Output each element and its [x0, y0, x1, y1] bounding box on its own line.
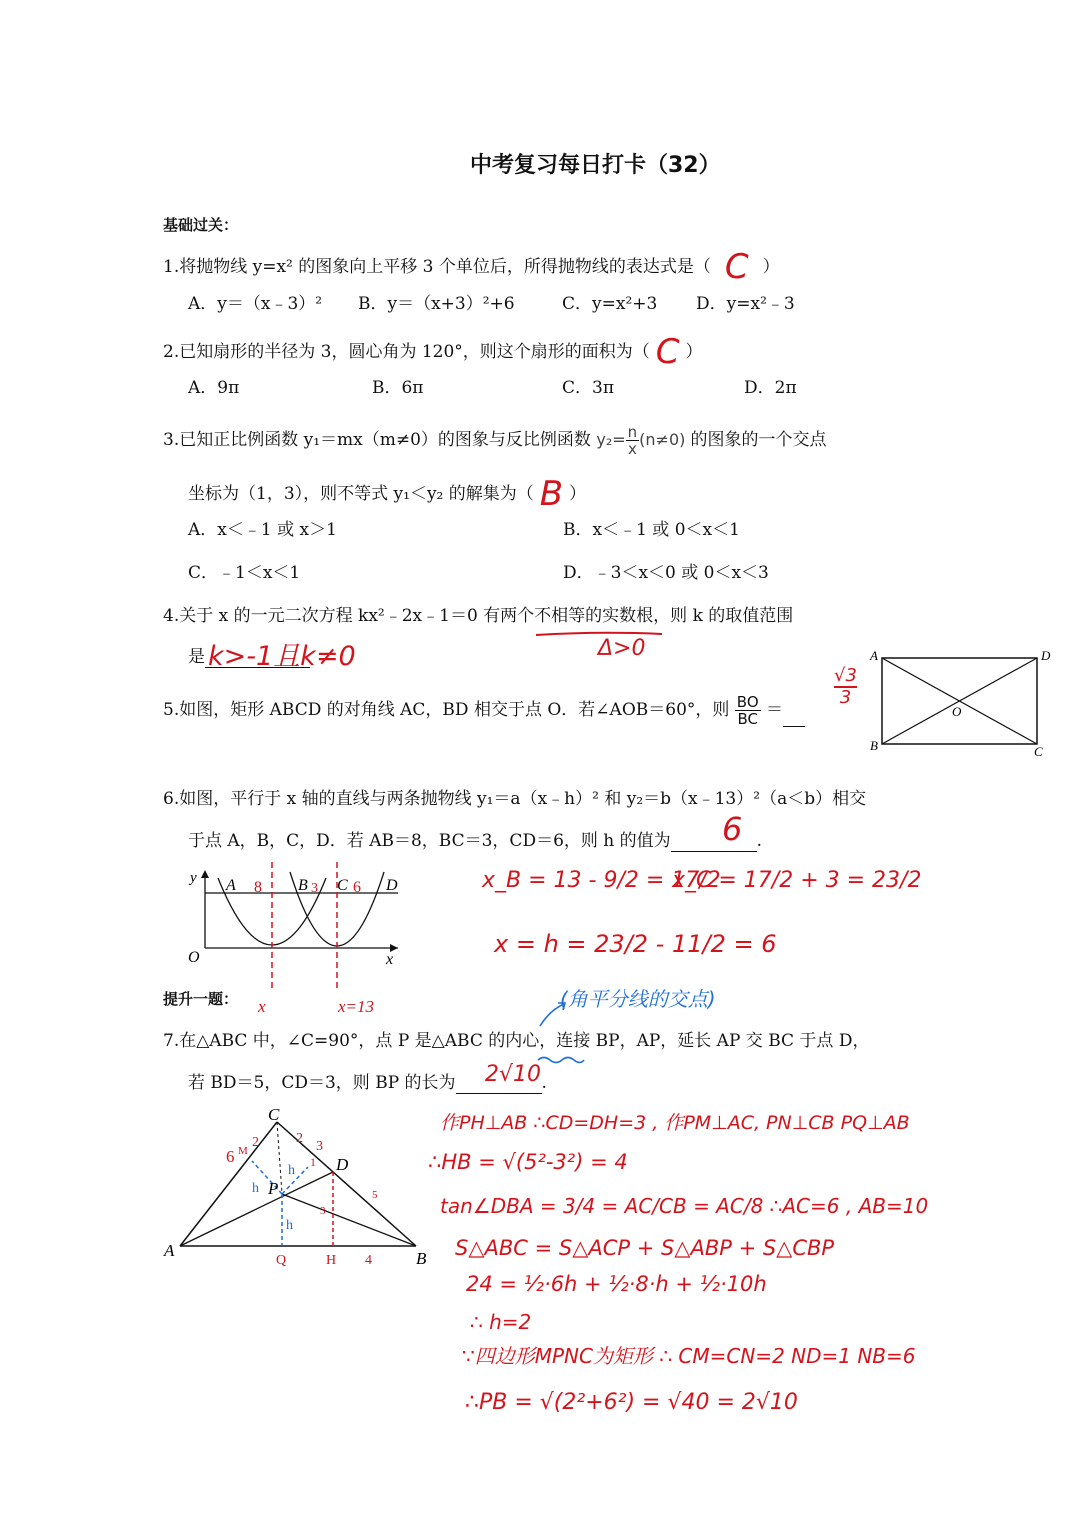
q2-option-b: B．6π [372, 378, 424, 398]
q7-mark-2b: 2 [296, 1131, 303, 1146]
q6-mark-cd: 6 [353, 879, 361, 896]
q6-stem: 6.如图，平行于 x 轴的直线与两条抛物线 y₁＝a（x﹣h）² 和 y₂＝b（x﹣13）²（a＜b）相交 [163, 789, 867, 809]
q5-rectangle-figure [862, 646, 1062, 762]
q6-label-o: O [188, 949, 200, 966]
q3-option-b: B．x＜﹣1 或 0＜x＜1 [563, 520, 740, 540]
q6-label-d: D [386, 877, 398, 894]
q6-mark-x: x [258, 997, 266, 1016]
q7-answer: 2√10 [485, 1062, 542, 1087]
q6-label-c: C [337, 877, 348, 894]
q5-label-a: A [870, 648, 878, 663]
q4-answer: k>-1且k≠0 [208, 641, 356, 672]
q7-note: (角平分线的交点) [560, 987, 716, 1011]
q6-stem-b: 于点 A，B，C，D．若 AB＝8，BC＝3，CD＝6，则 h 的值为 . [188, 831, 763, 851]
q7-label-d: D [336, 1155, 349, 1174]
q5-label-b: B [870, 738, 878, 753]
q4-stem: 4.关于 x 的一元二次方程 kx²﹣2x﹣1＝0 有两个不相等的实数根，则 k 的取值范围 [163, 606, 794, 626]
q7-mark-5: 5 [372, 1189, 378, 1201]
q2-option-c: C．3π [562, 378, 614, 398]
q5-fraction: $\frac{BO}{BC}$ [736, 693, 759, 728]
q6-label-b: B [298, 877, 308, 894]
q2-option-d: D．2π [744, 378, 797, 398]
q6-work-line-1: x_B = 13 - 9/2 = 17/2 [482, 868, 721, 893]
q7-work-line-6: ∴ h=2 [470, 1310, 532, 1334]
q6-label-a: A [226, 877, 236, 894]
section-basic: 基础过关： [163, 216, 239, 234]
q7-work-line-1: 作PH⊥AB ∴CD=DH=3 , 作PM⊥AC, PN⊥CB PQ⊥AB [440, 1112, 910, 1134]
q6-answer: 6 [722, 810, 743, 848]
q7-label-c: C [268, 1105, 280, 1124]
q7-mark-2a: 2 [252, 1135, 259, 1150]
q5-label-o: O [952, 704, 962, 719]
q1-stem: 1.将抛物线 y=x² 的图象向上平移 3 个单位后，所得抛物线的表达式是（ C ） [163, 247, 780, 287]
q7-mark-6: 6 [226, 1147, 235, 1166]
q7-label-a: A [164, 1241, 175, 1260]
q7-label-b: B [416, 1249, 427, 1268]
q7-mark-1: 1 [310, 1155, 316, 1169]
q1-option-d: D．y=x²﹣3 [696, 294, 795, 314]
q6-label-x: x [386, 951, 394, 968]
q7-mark-3: 3 [316, 1139, 323, 1154]
q7-label-p: P [268, 1179, 279, 1198]
q5-label-d: D [1041, 648, 1051, 663]
q7-stem-b: 若 BD＝5，CD＝3，则 BP 的长为 . [188, 1073, 547, 1093]
q7-work-line-7: ∵四边形MPNC为矩形 ∴ CM=CN=2 ND=1 NB=6 [462, 1344, 916, 1368]
q3-option-a: A．x＜﹣1 或 x＞1 [188, 520, 337, 540]
q5-label-c: C [1034, 744, 1043, 759]
q3-option-c: C．﹣1＜x＜1 [188, 563, 301, 583]
q7-work-line-5: 24 = ½·6h + ½·8·h + ½·10h [466, 1272, 767, 1296]
q6-mark-x13: x=13 [338, 997, 375, 1016]
section-advanced: 提升一题： [163, 990, 239, 1008]
page-title: 中考复习每日打卡（32） [470, 153, 721, 178]
q7-work-line-8: ∴PB = √(2²+6²) = √40 = 2√10 [465, 1390, 798, 1415]
q7-work-line-4: S△ABC = S△ACP + S△ABP + S△CBP [455, 1236, 835, 1260]
q7-wave-mark [536, 1050, 586, 1069]
q5-stem: 5.如图，矩形 ABCD 的对角线 AC，BD 相交于点 O．若∠AOB＝60°，则 $\frac{BO}{BC}$ ＝ [163, 694, 805, 727]
q1-option-a: A．y＝（x﹣3）² [188, 294, 323, 314]
q3-formula: y₂= $\frac{n}{x}$ (n≠0) [596, 423, 686, 458]
q2-answer: C [655, 332, 680, 372]
q3-stem-a: 3.已知正比例函数 y₁＝mx（m≠0）的图象与反比例函数 y₂= $\frac{n}{x}$ (n≠0) 的图象的一个交点 [163, 423, 827, 458]
q7-stem: 7.在△ABC 中，∠C=90°，点 P 是△ABC 的内心，连接 BP，AP，延长 AP 交 BC 于点 D， [163, 1031, 870, 1051]
q7-mark-h3: h [286, 1218, 293, 1233]
q1-answer: C [724, 247, 749, 287]
q7-mark-h1: h [252, 1181, 259, 1196]
q4-stem-b: 是 [188, 646, 310, 668]
q2-stem: 2.已知扇形的半径为 3，圆心角为 120°，则这个扇形的面积为（ C ） [163, 332, 703, 372]
q7-mark-h2: h [288, 1163, 295, 1178]
q5-answer: √3 3 [834, 665, 857, 708]
q3-answer: B [539, 474, 564, 514]
q6-work-line-2: x_C = 17/2 + 3 = 23/2 [672, 868, 922, 893]
q6-label-y: y [190, 870, 197, 886]
q7-mark-q: Q [276, 1253, 287, 1268]
q4-note: Δ>0 [598, 636, 646, 661]
q1-option-b: B．y＝（x+3）²+6 [358, 294, 515, 314]
q1-option-c: C．y=x²+3 [562, 294, 658, 314]
q7-work-line-3: tan∠DBA = 3/4 = AC/CB = AC/8 ∴AC=6 , AB=10 [440, 1194, 929, 1218]
q3-option-d: D．﹣3＜x＜0 或 0＜x＜3 [563, 563, 769, 583]
q7-mark-3b: 3 [320, 1205, 326, 1217]
q3-stem-c: 坐标为（1，3），则不等式 y₁＜y₂ 的解集为（ B ） [188, 474, 587, 514]
q7-mark-h: H [326, 1253, 337, 1268]
q6-mark-bc: 3 [311, 881, 318, 896]
q6-mark-ab: 8 [254, 879, 262, 896]
q7-triangle-figure [160, 1104, 435, 1276]
q7-work-line-2: ∴HB = √(5²-3²) = 4 [428, 1150, 628, 1174]
q2-option-a: A．9π [188, 378, 240, 398]
q7-mark-4: 4 [365, 1253, 372, 1268]
q7-arrow-mark [536, 1000, 576, 1034]
q6-work-line-3: x = h = 23/2 - 11/2 = 6 [494, 930, 777, 958]
q7-mark-m: M [238, 1145, 248, 1157]
